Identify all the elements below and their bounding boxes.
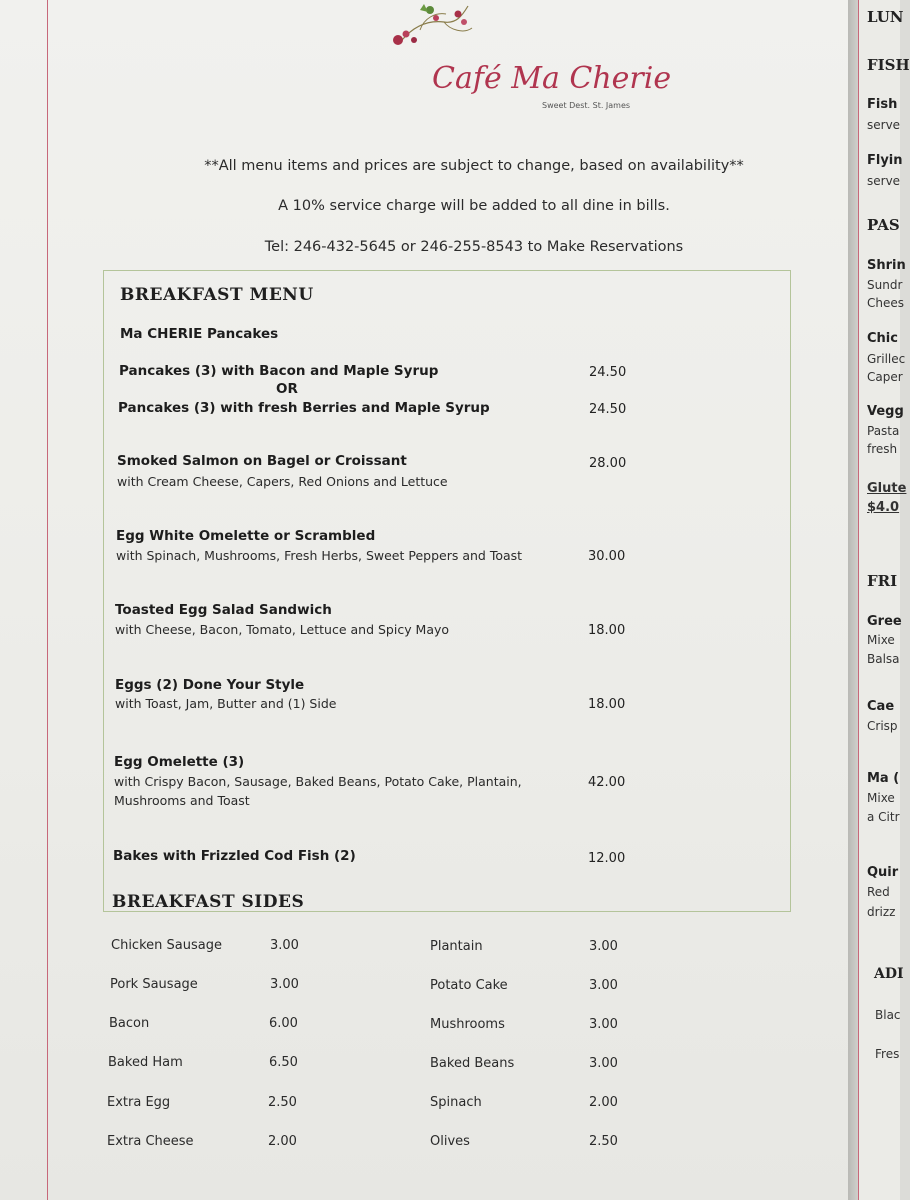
menu-item-description: with Cheese, Bacon, Tomato, Lettuce and Spicy Mayo (115, 622, 450, 637)
right-page-heading: PAS (867, 216, 900, 234)
right-page-item: Quir (867, 865, 899, 880)
right-page-item: Fish (867, 97, 898, 112)
right-page-text: Caper (867, 370, 903, 384)
side-item-name: Pork Sausage (110, 977, 198, 992)
right-page-item: Cae (867, 699, 895, 714)
page-margin-line (47, 0, 48, 1200)
right-page-text: Sundr (867, 278, 903, 292)
right-page-text: fresh (867, 442, 898, 456)
right-page-heading: LUN (867, 8, 904, 26)
right-page-note: $4.0 (867, 500, 900, 515)
right-page-text: serve (867, 174, 901, 188)
right-page-item: Ma ( (867, 771, 900, 786)
menu-item-title: Pancakes (3) with Bacon and Maple Syrup (119, 363, 439, 379)
menu-item-description: with Crispy Bacon, Sausage, Baked Beans, Potato Cake, Plantain, (114, 774, 522, 789)
side-item-price: 2.50 (589, 1134, 618, 1149)
right-page-text: a Citr (867, 810, 900, 824)
side-item-price: 3.00 (589, 1056, 618, 1071)
page-fold-shadow (848, 0, 858, 1200)
menu-item-title: Bakes with Frizzled Cod Fish (2) (113, 848, 356, 864)
floral-ornament-icon (393, 4, 472, 45)
side-item-price: 6.00 (269, 1016, 298, 1031)
right-page-item: Vegg (867, 404, 904, 419)
svg-text:Café Ma Cherie: Café Ma Cherie (432, 61, 672, 96)
menu-item-price: 24.50 (589, 365, 627, 380)
side-item-name: Baked Beans (430, 1056, 515, 1071)
svg-text:Sweet Dest. St. James: Sweet Dest. St. James (542, 101, 631, 110)
menu-item-title: Egg White Omelette or Scrambled (116, 528, 376, 544)
right-page-text: Chees (867, 296, 905, 310)
side-item-name: Olives (430, 1134, 470, 1149)
right-page-text: Fres (875, 1047, 900, 1061)
side-item-price: 3.00 (589, 939, 618, 954)
right-page-item: Chic (867, 331, 898, 346)
menu-item-description: Mushrooms and Toast (114, 793, 250, 808)
right-page-note: Glute (867, 481, 907, 496)
right-page-text: Grillec (867, 352, 906, 366)
right-page-text: Mixe (867, 633, 895, 647)
right-page-heading: FRI (867, 572, 898, 590)
side-item-price: 2.00 (589, 1095, 618, 1110)
side-item-name: Chicken Sausage (111, 938, 222, 953)
menu-item-title: Pancakes (3) with fresh Berries and Maple Syrup (118, 400, 490, 416)
menu-item-price: 28.00 (589, 456, 627, 471)
or-separator: OR (276, 381, 298, 397)
right-page-text: drizz (867, 905, 896, 919)
menu-item-price: 12.00 (588, 851, 626, 866)
side-item-price: 2.50 (268, 1095, 297, 1110)
menu-item-description: with Spinach, Mushrooms, Fresh Herbs, Sweet Peppers and Toast (116, 548, 523, 563)
side-item-price: 3.00 (270, 938, 299, 953)
pancakes-heading: Ma CHERIE Pancakes (120, 326, 279, 342)
side-item-price: 3.00 (270, 977, 299, 992)
right-page-text: Crisp (867, 719, 898, 733)
right-page-text: Balsa (867, 652, 900, 666)
menu-item-title: Eggs (2) Done Your Style (115, 677, 305, 693)
menu-item-price: 24.50 (589, 402, 627, 417)
side-item-name: Mushrooms (430, 1017, 505, 1032)
availability-notice: **All menu items and prices are subject to change, based on availability** (204, 158, 744, 174)
side-item-name: Bacon (109, 1016, 150, 1031)
right-page-text: Red (867, 885, 890, 899)
side-item-price: 6.50 (269, 1055, 298, 1070)
breakfast-sides-title: BREAKFAST SIDES (112, 892, 305, 912)
right-page-heading: FISH (867, 56, 910, 74)
menu-item-title: Smoked Salmon on Bagel or Croissant (117, 453, 407, 469)
side-item-price: 3.00 (589, 978, 618, 993)
cafe-logo (384, 0, 672, 112)
service-charge-notice: A 10% service charge will be added to all dine in bills. (278, 198, 670, 214)
right-page-text: serve (867, 118, 901, 132)
page-margin-line (858, 0, 859, 1200)
side-item-name: Plantain (430, 939, 483, 954)
menu-item-title: Toasted Egg Salad Sandwich (115, 602, 332, 618)
right-page-text: Pasta (867, 424, 900, 438)
menu-page-right-cropped (858, 0, 910, 1200)
side-item-name: Potato Cake (430, 978, 508, 993)
menu-item-description: with Cream Cheese, Capers, Red Onions and Lettuce (117, 474, 448, 489)
reservation-phone: Tel: 246-432-5645 or 246-255-8543 to Make Reservations (264, 239, 684, 255)
side-item-name: Extra Cheese (107, 1134, 194, 1149)
right-page-item: Gree (867, 614, 902, 629)
side-item-name: Extra Egg (107, 1095, 171, 1110)
side-item-name: Baked Ham (108, 1055, 183, 1070)
menu-item-price: 18.00 (588, 697, 626, 712)
menu-item-price: 42.00 (588, 775, 626, 790)
side-item-price: 3.00 (589, 1017, 618, 1032)
menu-item-description: with Toast, Jam, Butter and (1) Side (115, 696, 337, 711)
right-page-item: Shrin (867, 258, 906, 273)
right-page-heading: ADI (874, 966, 904, 982)
breakfast-menu-title: BREAKFAST MENU (120, 285, 314, 305)
right-page-item: Flyin (867, 153, 903, 168)
side-item-price: 2.00 (268, 1134, 297, 1149)
menu-item-price: 30.00 (588, 549, 626, 564)
side-item-name: Spinach (430, 1095, 482, 1110)
right-page-text: Mixe (867, 791, 895, 805)
menu-item-price: 18.00 (588, 623, 626, 638)
right-page-text: Blac (875, 1008, 901, 1022)
menu-item-title: Egg Omelette (3) (114, 754, 245, 770)
